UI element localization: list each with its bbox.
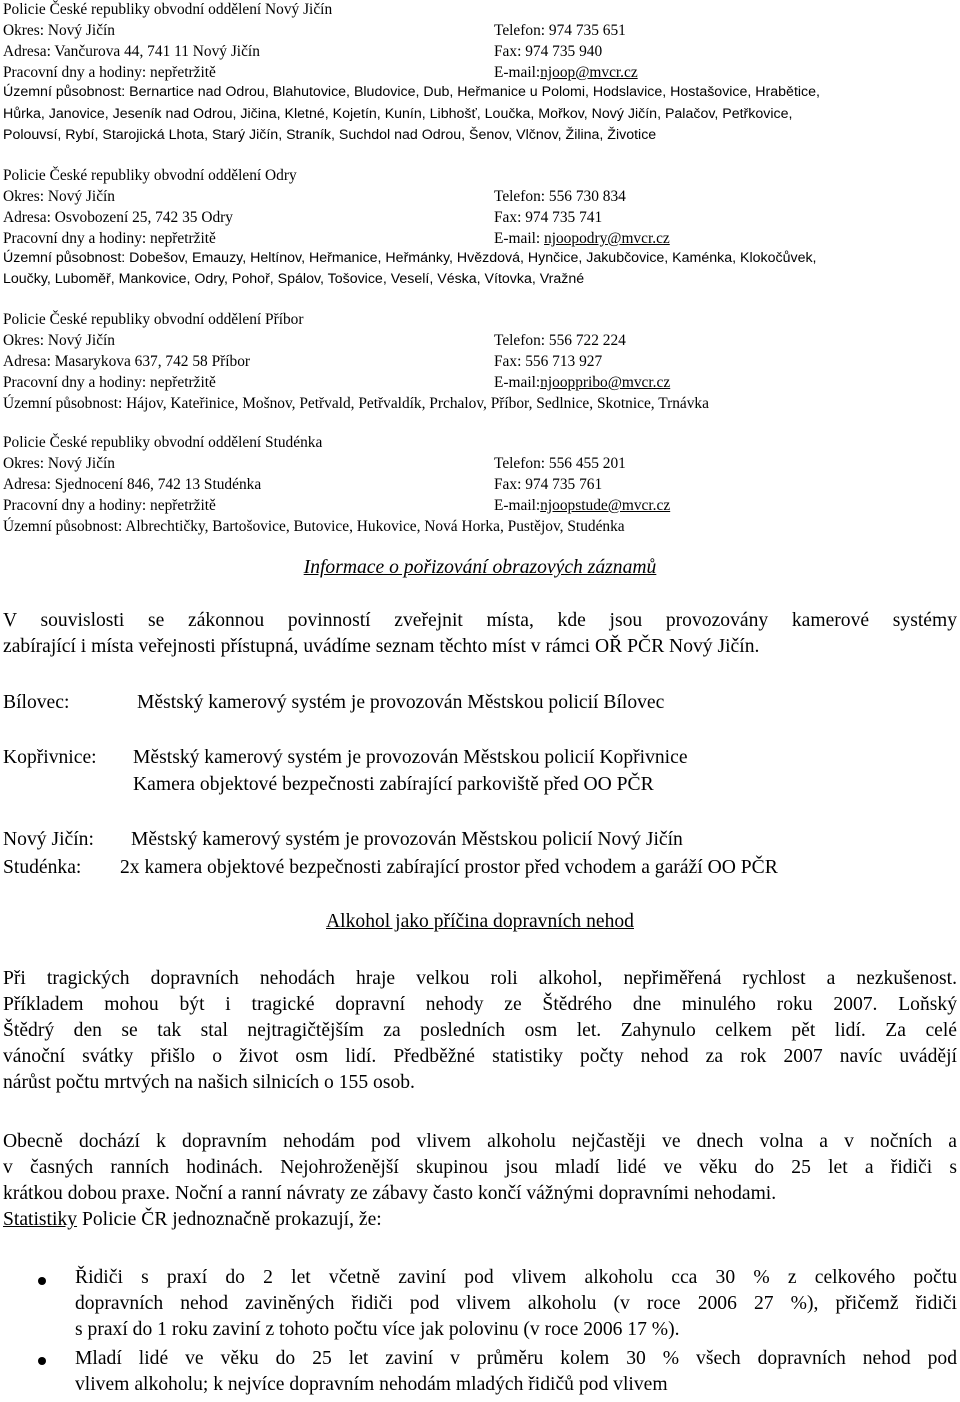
office-title: Policie České republiky obvodní oddělení Studénka	[3, 434, 323, 451]
office-hours: Pracovní dny a hodiny: nepřetržitě	[3, 230, 216, 247]
bullet-dot-icon	[38, 1357, 48, 1367]
office-hours: Pracovní dny a hodiny: nepřetržitě	[3, 497, 216, 514]
camera-location-label: Studénka:	[3, 857, 82, 878]
camera-description: Městský kamerový systém je provozován Městskou policií Nový Jičín	[131, 829, 683, 850]
bullet-item	[75, 1265, 957, 1343]
office-scope-line: Polouvsí, Rybí, Starojická Lhota, Starý Jičín, Straník, Suchdol nad Odrou, Šenov, Vlčnov, Žilina, Životice	[3, 127, 657, 143]
paragraph-line: Štědrý den se tak stal nejtragičtějším za posledních osm let. Zahynulo celkem pět lidí. Za celé	[3, 1020, 957, 1041]
office-district: Okres: Nový Jičín	[3, 455, 115, 472]
office-email-row	[494, 496, 670, 517]
office-hours: Pracovní dny a hodiny: nepřetržitě	[3, 64, 216, 81]
office-title: Policie České republiky obvodní oddělení Odry	[3, 167, 297, 184]
office-scope-line: Územní působnost: Hájov, Kateřinice, Mošnov, Petřvald, Petřvaldík, Prchalov, Příbor, Sedlnice, Skotnice, Trnávka	[3, 395, 709, 412]
bullet-line: Řidiči s praxí do 2 let včetně zaviní pod vlivem alkoholu cca 30 % z celkového počtu	[75, 1267, 957, 1288]
office-district: Okres: Nový Jičín	[3, 332, 115, 349]
camera-location-label: Nový Jičín:	[3, 829, 94, 850]
email-link[interactable]: njoopstude@mvcr.cz	[540, 497, 671, 514]
alcohol-paragraph-1	[3, 966, 957, 1096]
paragraph-line: Příkladem mohou být i tragické dopravní nehody ze Štědrého dne minulého roku 2007. Loňský	[3, 994, 957, 1015]
email-link[interactable]: njoop@mvcr.cz	[540, 64, 638, 81]
office-address: Adresa: Osvobození 25, 742 35 Odry	[3, 209, 233, 226]
email-link[interactable]: njoopodry@mvcr.cz	[544, 230, 670, 247]
bullet-line: dopravních nehod zaviněných řidiči pod vlivem alkoholu (v roce 2006 27 %), přičemž řidiči	[75, 1293, 957, 1314]
statistics-line	[3, 1207, 957, 1233]
cameras-intro-paragraph	[3, 608, 957, 660]
office-title: Policie České republiky obvodní oddělení Nový Jičín	[3, 1, 333, 18]
office-fax: Fax: 974 735 741	[494, 209, 603, 226]
office-phone: Telefon: 556 722 224	[494, 332, 626, 349]
statistics-link[interactable]: Statistiky	[3, 1209, 78, 1230]
camera-description: Městský kamerový systém je provozován Městskou policií Bílovec	[137, 692, 665, 713]
office-district: Okres: Nový Jičín	[3, 22, 115, 39]
camera-description: Kamera objektové bezpečnosti zabírající parkoviště před OO PČR	[133, 774, 654, 795]
section-heading-cameras: Informace o pořizování obrazových záznamů	[303, 557, 657, 578]
office-phone: Telefon: 556 455 201	[494, 455, 626, 472]
camera-description: 2x kamera objektové bezpečnosti zabírající prostor před vchodem a garáží OO PČR	[120, 857, 778, 878]
email-label: E-mail:	[494, 64, 541, 81]
alcohol-paragraph-2	[3, 1129, 957, 1233]
camera-location-label: Bílovec:	[3, 692, 70, 713]
paragraph-line: vánoční svátky přišlo o život osm lidí. Předběžné statistiky počty nehod za rok 2007 navíc uvádějí	[3, 1046, 957, 1067]
section-heading-alcohol: Alkohol jako příčina dopravních nehod	[326, 911, 634, 932]
office-phone: Telefon: 974 735 651	[494, 22, 626, 39]
camera-description: Městský kamerový systém je provozován Městskou policií Kopřivnice	[133, 747, 688, 768]
office-email-row	[494, 229, 670, 250]
paragraph-line: V souvislosti se zákonnou povinností zveřejnit místa, kde jsou provozovány kamerové systémy	[3, 610, 957, 631]
email-label: E-mail:	[494, 497, 541, 514]
paragraph-line: zabírající i místa veřejnosti přístupná, uvádíme seznam těchto míst v rámci OŘ PČR Nový Jičín.	[3, 636, 760, 657]
office-email-row	[494, 373, 670, 394]
paragraph-line: Obecně dochází k dopravním nehodám pod vlivem alkoholu nejčastěji ve dnech volna a v nočních a	[3, 1131, 957, 1152]
email-label: E-mail:	[494, 230, 545, 247]
email-label: E-mail:	[494, 374, 541, 391]
office-scope-line: Územní působnost: Dobešov, Emauzy, Heltínov, Heřmanice, Heřmánky, Hvězdová, Hynčice, Jakubčovice, Kaménka, Klokočůvek,	[3, 250, 817, 266]
paragraph-line: krátkou dobou praxe. Noční a ranní návraty ze zábavy často končí vážnými dopravními nehodami.	[3, 1183, 777, 1204]
office-title: Policie České republiky obvodní oddělení Příbor	[3, 311, 304, 328]
office-address: Adresa: Sjednocení 846, 742 13 Studénka	[3, 476, 262, 493]
office-email-row	[494, 63, 638, 84]
bullet-line: Mladí lidé ve věku do 25 let zaviní v průměru kolem 30 % všech dopravních nehod pod	[75, 1348, 957, 1369]
office-scope-line: Územní působnost: Albrechtičky, Bartošovice, Butovice, Hukovice, Nová Horka, Pustějov, Studénka	[3, 518, 625, 535]
bullet-dot-icon	[38, 1277, 48, 1287]
email-link[interactable]: njooppribo@mvcr.cz	[540, 374, 671, 391]
office-fax: Fax: 556 713 927	[494, 353, 603, 370]
office-phone: Telefon: 556 730 834	[494, 188, 626, 205]
office-district: Okres: Nový Jičín	[3, 188, 115, 205]
bullet-line: s praxí do 1 roku zaviní z tohoto počtu více jak polovinu (v roce 2006 17 %).	[75, 1319, 680, 1340]
bullet-item	[75, 1346, 957, 1398]
office-address: Adresa: Vančurova 44, 741 11 Nový Jičín	[3, 43, 260, 60]
office-address: Adresa: Masarykova 637, 742 58 Příbor	[3, 353, 251, 370]
office-scope-line: Územní působnost: Bernartice nad Odrou, Blahutovice, Bludovice, Dub, Heřmanice u Polomi, Hodslavice, Hostašovice, Hrabětice,	[3, 84, 820, 100]
office-scope-line: Hůrka, Janovice, Jeseník nad Odrou, Jičina, Kletné, Kojetín, Kunín, Libhošť, Loučka, Mořkov, Nový Jičín, Palačov, Petřkovice,	[3, 106, 793, 122]
bullet-line: vlivem alkoholu; k nejvíce dopravním nehodám mladých řidičů pod vlivem	[75, 1374, 668, 1395]
office-scope-line: Loučky, Luboměř, Mankovice, Odry, Pohoř, Spálov, Tošovice, Veselí, Véska, Vítovka, Vražné	[3, 271, 585, 287]
statistics-text: Policie ČR jednoznačně prokazují, že:	[77, 1209, 382, 1230]
camera-location-label: Kopřivnice:	[3, 747, 97, 768]
paragraph-line: nárůst počtu mrtvých na našich silnicích o 155 osob.	[3, 1072, 415, 1093]
paragraph-line: Při tragických dopravních nehodách hraje velkou roli alkohol, nepřiměřená rychlost a nezkušenost.	[3, 968, 957, 989]
office-fax: Fax: 974 735 940	[494, 43, 603, 60]
office-hours: Pracovní dny a hodiny: nepřetržitě	[3, 374, 216, 391]
paragraph-line: v časných ranních hodinách. Nejohroženější skupinou jsou mladí lidé ve věku do 25 let a řidiči s	[3, 1157, 957, 1178]
office-fax: Fax: 974 735 761	[494, 476, 603, 493]
